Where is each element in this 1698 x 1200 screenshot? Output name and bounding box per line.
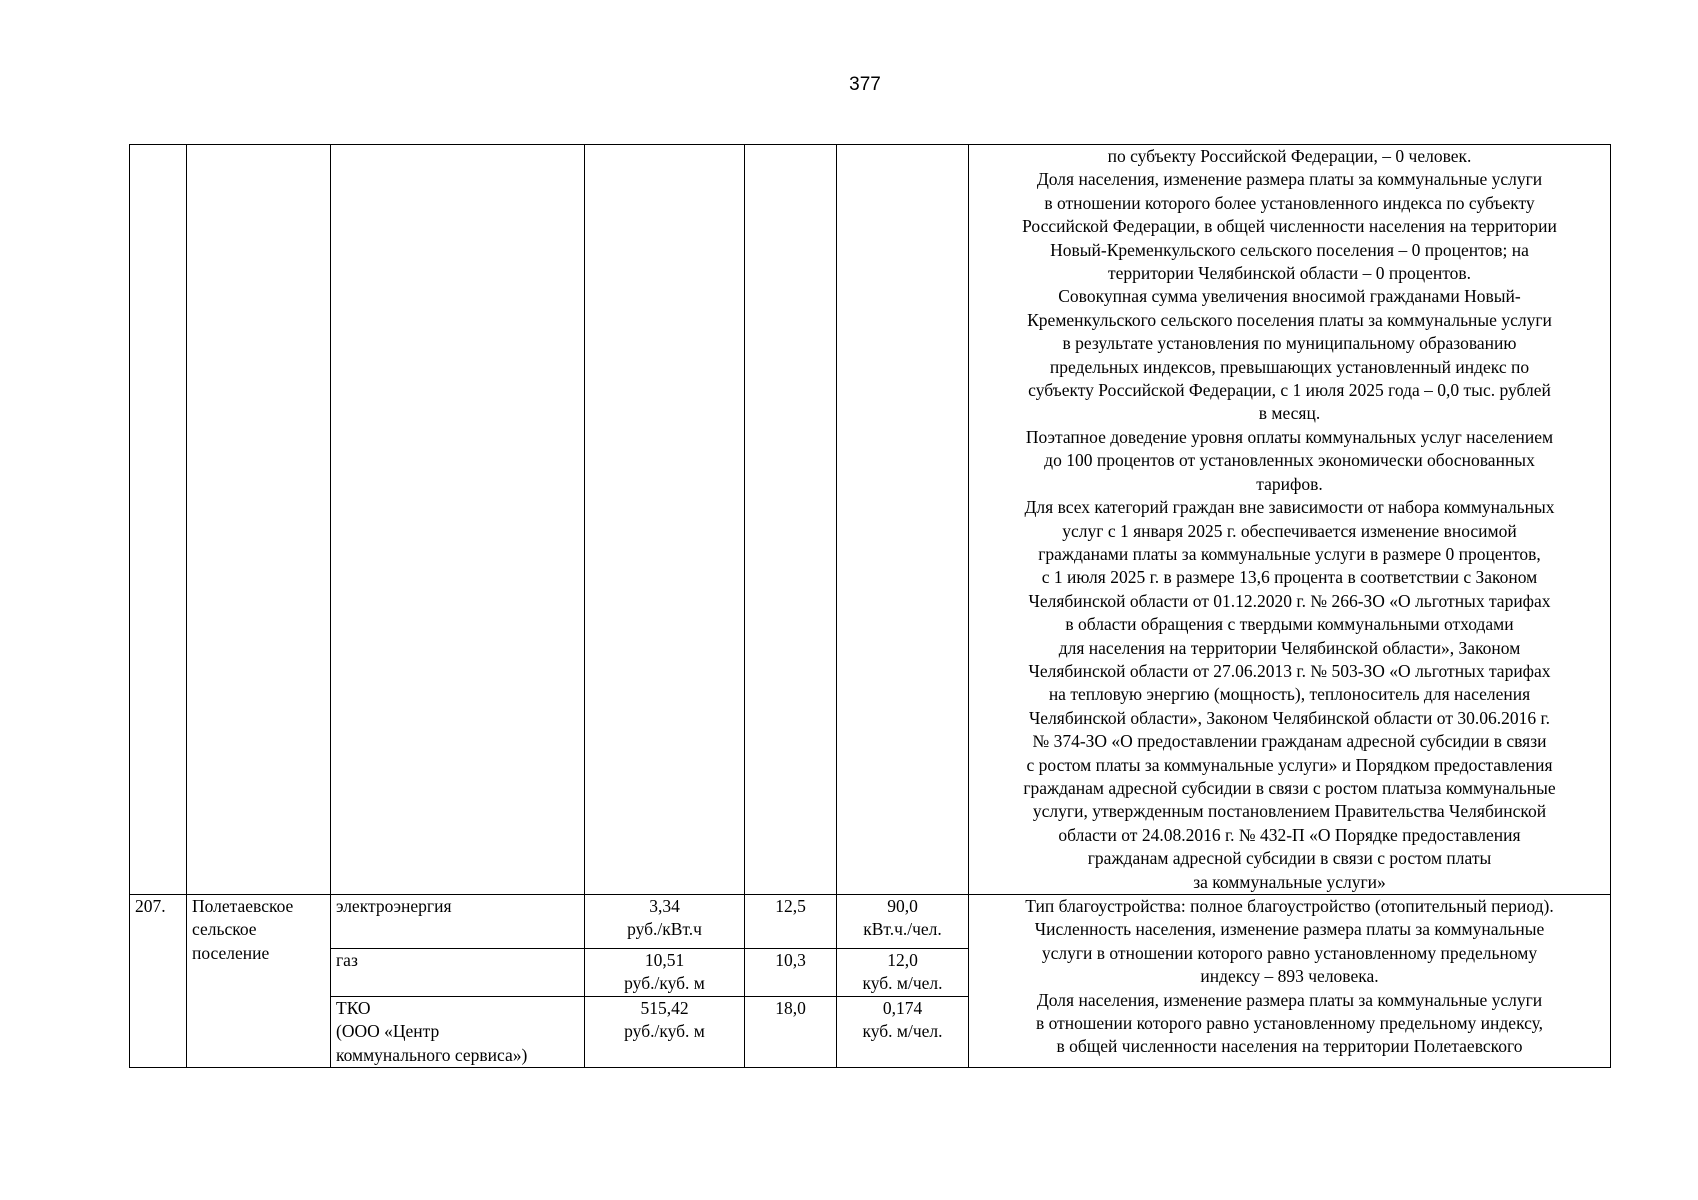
service-name-line: газ <box>336 950 358 970</box>
service-norm <box>837 895 969 949</box>
page-number: 377 <box>849 74 881 95</box>
service-name-line: электроэнергия <box>336 896 452 916</box>
table-row-207-electricity <box>130 895 1611 949</box>
settlement-line: Полетаевское <box>192 896 294 916</box>
description-line: Доля населения, изменение размера платы за коммунальные услуги <box>1036 989 1543 1010</box>
row-207-description <box>969 895 1611 1068</box>
description-line: Численность населения, изменение размера платы за коммунальные <box>1034 919 1545 940</box>
description-line: гражданам адресной субсидии в связи с ростом платыза коммунальные <box>1023 777 1556 798</box>
description-line: для населения на территории Челябинской области», Законом <box>1058 637 1521 658</box>
description-line: Поэтапное доведение уровня оплаты коммунальных услуг населением <box>1025 426 1554 447</box>
cell-index <box>745 145 837 895</box>
description-line: Челябинской области от 27.06.2013 г. № 503-ЗО «О льготных тарифах <box>1028 660 1551 681</box>
description-line: индексу – 893 человека. <box>1200 966 1379 987</box>
cell-service <box>331 145 585 895</box>
description-line: Доля населения, изменение размера платы за коммунальные услуги <box>1036 169 1543 190</box>
tariff-line: 10,51 <box>644 950 685 970</box>
norm-line: 12,0 <box>887 950 918 970</box>
description-line: в результате установления по муниципальному образованию <box>1062 333 1517 354</box>
description-line: гражданам адресной субсидии в связи с ростом платы <box>1087 848 1492 869</box>
description-line: до 100 процентов от установленных экономически обоснованных <box>1044 450 1535 471</box>
cell-norm <box>837 145 969 895</box>
description-line: тарифов. <box>1256 473 1323 494</box>
description-paragraph <box>974 496 1605 894</box>
description-line: Кременкульского сельского поселения платы за коммунальные услуги <box>1027 309 1552 330</box>
description-line: в области обращения с твердыми коммунальными отходами <box>1065 614 1514 635</box>
service-name-line: ТКО <box>336 997 371 1018</box>
description-line: в общей численности населения на территории Полетаевского <box>1056 1036 1523 1057</box>
description-line: предельных индексов, превышающих установленный индекс по <box>1049 356 1530 377</box>
description-line: с 1 июля 2025 г. в размере 13,6 процента в соответствии с Законом <box>1041 567 1538 588</box>
tariff-line: 3,34 <box>649 896 680 916</box>
row-number: 207. <box>130 895 187 1068</box>
description-line: за коммунальные услуги» <box>1193 871 1386 892</box>
continuation-description <box>969 145 1611 895</box>
service-norm <box>837 949 969 997</box>
description-paragraph <box>974 145 1605 168</box>
description-line: по субъекту Российской Федерации, – 0 человек. <box>1107 146 1472 166</box>
description-line: услуг с 1 января 2025 г. обеспечивается изменение вносимой <box>1062 520 1517 541</box>
norm-line: 0,174 <box>882 997 923 1018</box>
settlement-name <box>187 895 331 1068</box>
service-index: 18,0 <box>745 996 837 1067</box>
continuation-row <box>130 145 1611 895</box>
description-line: Для всех категорий граждан вне зависимости от набора коммунальных <box>1024 497 1555 518</box>
norm-line: 90,0 <box>887 896 918 916</box>
service-name <box>331 996 585 1067</box>
tariff-line: 515,42 <box>640 997 689 1018</box>
norm-line: кВт.ч./чел. <box>863 919 942 940</box>
description-line: в отношении которого более установленного индекса по субъекту <box>1044 192 1535 213</box>
description-line: Челябинской области от 01.12.2020 г. № 266-ЗО «О льготных тарифах <box>1028 590 1551 611</box>
description-line: услуги, утвержденным постановлением Правительства Челябинской <box>1032 801 1547 822</box>
service-index: 12,5 <box>745 895 837 949</box>
description-line: Совокупная сумма увеличения вносимой гражданами Новый- <box>1058 286 1521 307</box>
description-line: гражданами платы за коммунальные услуги в размере 0 процентов, <box>1038 543 1541 564</box>
service-name <box>331 949 585 997</box>
cell-number <box>130 145 187 895</box>
description-line: с ростом платы за коммунальные услуги» и Порядком предоставления <box>1026 754 1553 775</box>
description-line: в месяц. <box>1258 403 1321 424</box>
description-line: Новый-Кременкульского сельского поселения – 0 процентов; на <box>1050 239 1529 260</box>
settlement-line: сельское <box>192 919 257 940</box>
service-tariff <box>585 996 745 1067</box>
description-line: услуги в отношении которого равно установленному предельному <box>1041 942 1538 963</box>
tariff-table <box>129 144 1611 1068</box>
settlement-line: поселение <box>192 942 270 963</box>
description-line: Челябинской области», Законом Челябинской области от 30.06.2016 г. <box>1028 707 1551 728</box>
description-line: № 374-ЗО «О предоставлении гражданам адресной субсидии в связи <box>1032 731 1547 752</box>
description-line: территории Челябинской области – 0 процентов. <box>1107 263 1472 284</box>
service-index: 10,3 <box>745 949 837 997</box>
tariff-line: руб./куб. м <box>624 1021 705 1042</box>
norm-line: куб. м/чел. <box>862 973 943 994</box>
service-tariff <box>585 895 745 949</box>
description-line: Тип благоустройства: полное благоустройство (отопительный период). <box>1025 896 1554 916</box>
description-line: области от 24.08.2016 г. № 432-П «О Порядке предоставления <box>1058 824 1521 845</box>
tariff-line: руб./куб. м <box>624 973 705 994</box>
description-paragraph <box>974 285 1605 425</box>
description-line: в отношении которого равно установленному предельному индексу, <box>1035 1013 1544 1034</box>
description-line: Российской Федерации, в общей численности населения на территории <box>1022 216 1557 237</box>
cell-settlement <box>187 145 331 895</box>
service-name-line: (ООО «Центр <box>336 1021 440 1042</box>
description-paragraph <box>974 426 1605 496</box>
service-name-line: коммунального сервиса») <box>336 1044 528 1065</box>
description-line: на тепловую энергию (мощность), теплоноситель для населения <box>1048 684 1531 705</box>
service-norm <box>837 996 969 1067</box>
tariff-line: руб./кВт.ч <box>627 919 702 940</box>
description-paragraph <box>974 168 1605 285</box>
cell-tariff <box>585 145 745 895</box>
service-name <box>331 895 585 949</box>
norm-line: куб. м/чел. <box>862 1021 943 1042</box>
service-tariff <box>585 949 745 997</box>
description-line: субъекту Российской Федерации, с 1 июля 2025 года – 0,0 тыс. рублей <box>1028 380 1551 401</box>
